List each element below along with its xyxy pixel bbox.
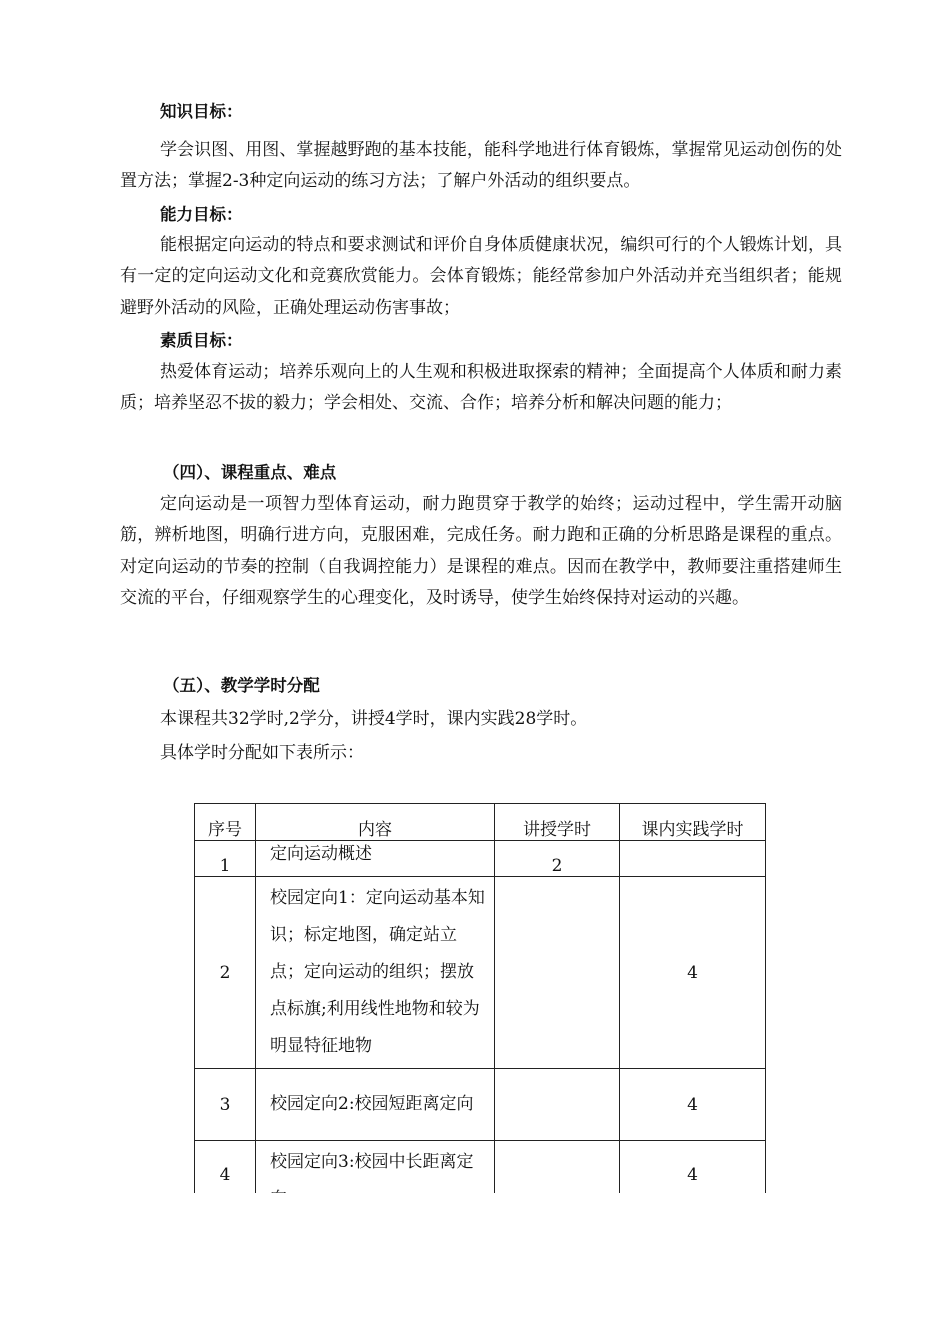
table-intro: 具体学时分配如下表所示：: [160, 743, 364, 763]
row-practice: 4: [620, 1069, 766, 1141]
row-content-text: 校园定向3:校园中长距离定: [270, 1152, 474, 1172]
row-practice: 4: [620, 877, 766, 1069]
row-lecture: [495, 877, 620, 1069]
row-content: [256, 841, 495, 877]
knowledge-goal-heading: 知识目标：: [160, 102, 243, 121]
row-content-text: 校园定向1：定向运动基本知识；标定地图，确定站立点；定向运动的组织；摆放点标旗;利用线性地物和较为明显特征地物: [270, 888, 485, 1056]
quality-goal-heading: 素质目标：: [160, 331, 243, 350]
header-content: 内容: [256, 804, 495, 841]
table-header-row: [195, 804, 766, 841]
row-content: [256, 1069, 495, 1141]
row-no: 1: [195, 841, 256, 877]
table-row: [195, 1069, 766, 1141]
header-no: 序号: [195, 804, 256, 841]
row-practice: [620, 841, 766, 877]
hours-summary: 本课程共32学时,2学分，讲授4学时，课内实践28学时。: [160, 709, 588, 729]
row-lecture: 2: [495, 841, 620, 877]
ability-goal-heading: 能力目标：: [160, 205, 243, 224]
row-no: 3: [195, 1069, 256, 1141]
hours-allocation-table: [194, 803, 766, 1231]
row-no: 4: [195, 1141, 256, 1231]
row-lecture: [495, 1069, 620, 1141]
ability-goal-text: 能根据定向运动的特点和要求测试和评价自身体质健康状况，编织可行的个人锻炼计划，具有一定的定向运动文化和竞赛欣赏能力。会体育锻炼；能经常参加户外活动并充当组织者；能规避野外活动的风险，正确处理运动伤害事故；: [120, 235, 842, 318]
table-row: [195, 877, 766, 1069]
row-content-text: 校园定向2:校园短距离定向: [270, 1094, 474, 1114]
row-content-text: 定向运动概述: [270, 844, 372, 864]
row-practice: 4: [620, 1141, 766, 1231]
page-bottom-margin: [194, 1193, 768, 1344]
section-5-heading: （五）、教学学时分配: [163, 676, 320, 695]
row-no: 2: [195, 877, 256, 1069]
quality-goal-text: 热爱体育运动；培养乐观向上的人生观和积极进取探索的精神；全面提高个人体质和耐力素质；培养坚忍不拔的毅力；学会相处、交流、合作；培养分析和解决问题的能力；: [120, 362, 842, 414]
section-4-text: 定向运动是一项智力型体育运动，耐力跑贯穿于教学的始终；运动过程中，学生需开动脑筋，辨析地图，明确行进方向，克服困难，完成任务。耐力跑和正确的分析思路是课程的重点。对定向运动的节奏的控制（自我调控能力）是课程的难点。因而在教学中，教师要注重搭建师生交流的平台，仔细观察学生的心理变化，及时诱导，使学生始终保持对运动的兴趣。: [120, 494, 842, 608]
knowledge-goal-text: 学会识图、用图、掌握越野跑的基本技能，能科学地进行体育锻炼，掌握常见运动创伤的处置方法；掌握2-3种定向运动的练习方法；了解户外活动的组织要点。: [120, 140, 842, 192]
header-lecture: 讲授学时: [495, 804, 620, 841]
section-4-heading: （四）、课程重点、难点: [163, 463, 337, 482]
table-row: [195, 841, 766, 877]
header-practice: 课内实践学时: [620, 804, 766, 841]
row-content: [256, 877, 495, 1069]
